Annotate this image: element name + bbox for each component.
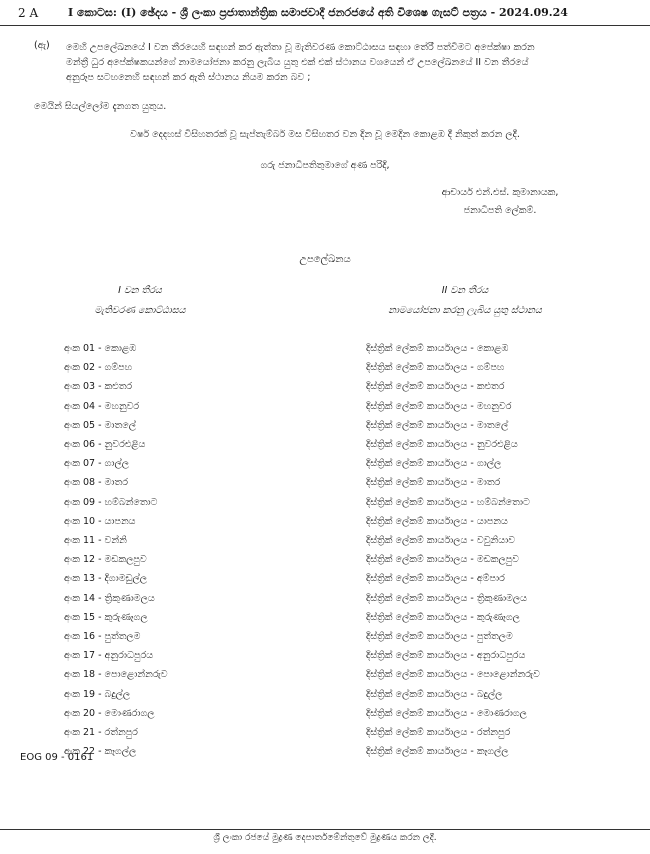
nomination-office-entry: දිස්ත්‍රික් ලේකම් කාර්යාලය - මාතලේ — [366, 420, 509, 431]
electoral-district-entry: අංක 01 - කොළඹ — [64, 343, 137, 354]
schedule-title: උපලේඛනය — [299, 254, 351, 265]
nomination-office-entry: දිස්ත්‍රික් ලේකම් කාර්යාලය - ත්‍රිකුණාමලය — [366, 593, 527, 604]
nomination-office-entry: දිස්ත්‍රික් ලේකම් කාර්යාලය - වවුනියාව — [366, 535, 516, 546]
electoral-district-entry: අංක 10 - යාපනය — [64, 516, 136, 527]
nomination-office-entry: දිස්ත්‍රික් ලේකම් කාර්යාලය - මහනුවර — [366, 401, 512, 412]
gazette-title: I කොටස: (I) ඡේදය - ශ්‍රී ලංකා ප්‍රජාතාන්ත්‍රික සමාජවාදී ජනරජයේ අති විශෙෂ ගැසට් පත්‍රය - 2024.09.24 — [68, 6, 568, 19]
electoral-district-entry: අංක 07 - ගාල්ල — [64, 458, 129, 469]
issue-date-line: වර්ෂ දෙදහස් විසිහතරක් වූ සැප්තැම්බර් මස විසිහතර වන දින වූ මෙදින කොළඹ දී නිකුත් කරන ලදී. — [130, 129, 520, 140]
col2-heading: II වන තීරය — [441, 285, 489, 296]
notice-text: මෙයින් සියල්ලෝම දැනගත යුතුය. — [34, 101, 167, 112]
nomination-office-entry: දිස්ත්‍රික් ලේකම් කාර්යාලය - කුරුණෑගල — [366, 612, 520, 623]
page-header — [0, 0, 650, 26]
header-divider — [0, 25, 650, 26]
footer-divider — [0, 829, 650, 830]
clause-line-1: මෙහි උපලේඛනයේ I වන තීරයෙහි සඳහන් කර ඇත්තා වූ මැතිවරණ කොට්ඨාසය සඳහා තේරී පත්වීමට අපේක්ෂා කරන — [66, 42, 535, 53]
electoral-district-entry: අංක 03 - කළුතර — [64, 381, 133, 392]
electoral-district-entry: අංක 18 - පොළොන්නරුව — [64, 669, 168, 680]
order-line: ගරු ජනාධිපතිතුමාගේ අණ පරිදි, — [260, 160, 390, 171]
electoral-district-entry: අංක 13 - දිගාමඩුල්ල — [64, 573, 148, 584]
col2-subheading: නාමයෝජනා කරනු ලැබිය යුතු ස්ථානය — [388, 305, 542, 316]
clause-line-3: අනුරූප සටහනෙහි සඳහන් කර ඇති ස්ථානය නියම කරන බව ; — [66, 72, 311, 83]
clause-label: (ඇ) — [34, 40, 50, 51]
signatory-name: ආචාර්ය එන්.එස්. කුමානායක, — [441, 187, 559, 198]
electoral-district-entry: අංක 21 - රත්නපුර — [64, 727, 138, 738]
printer-footer: ශ්‍රී ලංකා රජයේ මුද්‍රණ දෙපාර්තමේන්තුවේ මුද්‍රණය කරන ලදී. — [213, 833, 437, 843]
electoral-district-entry: අංක 06 - නුවරඑළිය — [64, 439, 146, 450]
page-number: 2 A — [18, 6, 39, 20]
electoral-district-entry: අංක 04 - මහනුවර — [64, 401, 140, 412]
electoral-district-entry: අංක 19 - බදුල්ල — [64, 689, 131, 700]
nomination-office-entry: දිස්ත්‍රික් ලේකම් කාර්යාලය - නුවරඑළිය — [366, 439, 518, 450]
reference-code: EOG 09 - 0161 — [20, 752, 94, 763]
nomination-office-entry: දිස්ත්‍රික් ලේකම් කාර්යාලය - හම්බන්තොට — [366, 497, 530, 508]
nomination-office-entry: දිස්ත්‍රික් ලේකම් කාර්යාලය - කළුතර — [366, 381, 505, 392]
col1-heading: I වන තීරය — [118, 285, 162, 296]
nomination-office-entry: දිස්ත්‍රික් ලේකම් කාර්යාලය - මාතර — [366, 477, 501, 488]
electoral-district-entry: අංක 11 - වන්නි — [64, 535, 127, 546]
electoral-district-entry: අංක 09 - හම්බන්තොට — [64, 497, 158, 508]
col1-subheading: මැතිවරණ කොට්ඨාසය — [94, 305, 186, 316]
nomination-office-entry: දිස්ත්‍රික් ලේකම් කාර්යාලය - අනුරාධපුරය — [366, 650, 526, 661]
signatory-title: ජනාධිපති ලේකම්. — [463, 205, 537, 216]
nomination-office-entry: දිස්ත්‍රික් ලේකම් කාර්යාලය - මඩකලපුව — [366, 554, 519, 565]
nomination-office-entry: දිස්ත්‍රික් ලේකම් කාර්යාලය - අම්පාර — [366, 573, 505, 584]
electoral-district-entry: අංක 02 - ගම්පහ — [64, 362, 133, 373]
nomination-office-entry: දිස්ත්‍රික් ලේකම් කාර්යාලය - කොළඹ — [366, 343, 509, 354]
nomination-office-entry: දිස්ත්‍රික් ලේකම් කාර්යාලය - පුත්තලම — [366, 631, 513, 642]
nomination-office-entry: දිස්ත්‍රික් ලේකම් කාර්යාලය - බදුල්ල — [366, 689, 503, 700]
electoral-district-entry: අංක 15 - කුරුණෑගල — [64, 612, 148, 623]
electoral-district-entry: අංක 12 - මඩකලපුව — [64, 554, 147, 565]
nomination-office-entry: දිස්ත්‍රික් ලේකම් කාර්යාලය - යාපනය — [366, 516, 508, 527]
nomination-office-entry: දිස්ත්‍රික් ලේකම් කාර්යාලය - ගම්පහ — [366, 362, 505, 373]
nomination-office-entry: දිස්ත්‍රික් ලේකම් කාර්යාලය - ගාල්ල — [366, 458, 502, 469]
nomination-office-entry: දිස්ත්‍රික් ලේකම් කාර්යාලය - රත්නපුර — [366, 727, 511, 738]
electoral-district-entry: අංක 08 - මාතර — [64, 477, 128, 488]
electoral-district-entry: අංක 17 - අනුරාධපුරය — [64, 650, 154, 661]
nomination-office-entry: දිස්ත්‍රික් ලේකම් කාර්යාලය - මොණරාගල — [366, 708, 527, 719]
nomination-office-entry: දිස්ත්‍රික් ලේකම් කාර්යාලය - කෑගල්ල — [366, 746, 509, 757]
electoral-district-entry: අංක 22 - කෑගල්ල — [64, 746, 137, 757]
electoral-district-entry: අංක 16 - පුත්තලම — [64, 631, 141, 642]
electoral-district-entry: අංක 20 - මොණරාගල — [64, 708, 155, 719]
electoral-district-entry: අංක 05 - මාතලේ — [64, 420, 136, 431]
electoral-district-entry: අංක 14 - ත්‍රිකුණාමලය — [64, 593, 155, 604]
clause-line-2: මන්ත්‍රී ධුර අපේක්ෂකයන්ගේ නාමයෝජනා කරනු ලැබිය යුතු එක් එක් ස්ථානය වශයෙන් ඒ උපලේඛනයේ II වන තීරයේ — [66, 57, 529, 68]
nomination-office-entry: දිස්ත්‍රික් ලේකම් කාර්යාලය - පොළොන්නරුව — [366, 669, 540, 680]
